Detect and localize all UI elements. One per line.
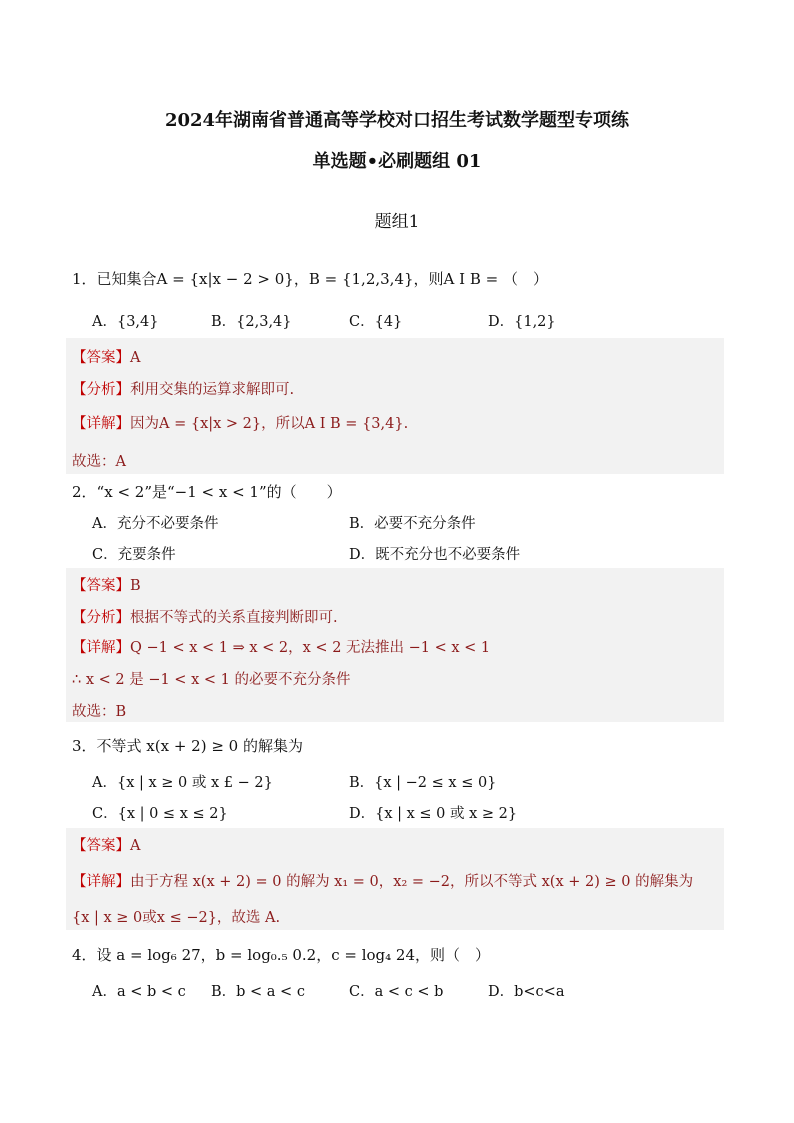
- q1-choose: 故选：A: [72, 454, 126, 470]
- q2-option-b: B．必要不充分条件: [349, 516, 476, 532]
- q4-option-b: B．b < a < c: [211, 984, 305, 1000]
- q3-answer-box: [66, 828, 724, 930]
- q3-answer: 【答案】A: [72, 838, 141, 854]
- question-2-stem: 2．“x < 2”是“−1 < x < 1”的（ ）: [72, 483, 342, 501]
- q1-option-d: D．{1,2}: [488, 314, 556, 330]
- q2-option-c: C．充要条件: [92, 547, 176, 563]
- question-1-stem: 1．已知集合A = {x|x − 2 > 0}，B = {1,2,3,4}，则A I B = （ ）: [72, 270, 548, 288]
- q4-option-a: A．a < b < c: [92, 984, 186, 1000]
- q2-detail: 【详解】Q −1 < x < 1 ⇒ x < 2，x < 2 无法推出 −1 < x < 1: [72, 640, 491, 656]
- q4-option-c: C．a < c < b: [349, 984, 444, 1000]
- q2-option-d: D．既不充分也不必要条件: [349, 547, 521, 563]
- q1-option-b: B．{2,3,4}: [211, 314, 292, 330]
- q2-answer-box: [66, 568, 724, 722]
- q3-detail: 【详解】由于方程 x(x + 2) = 0 的解为 x₁ = 0，x₂ = −2，所以不等式 x(x + 2) ≥ 0 的解集为: [72, 874, 694, 890]
- q1-option-a: A．{3,4}: [92, 314, 159, 330]
- q1-analysis: 【分析】利用交集的运算求解即可.: [72, 382, 295, 398]
- q1-option-c: C．{4}: [349, 314, 403, 330]
- question-4-stem: 4．设 a = log₆ 27，b = log₀.₅ 0.2，c = log₄ 24，则（ ）: [72, 946, 491, 964]
- document-subtitle: 单选题•必刷题组 01: [312, 151, 482, 172]
- q3-option-b: B．{x | −2 ≤ x ≤ 0}: [349, 775, 497, 791]
- q2-detail-conclusion: ∴ x < 2 是 −1 < x < 1 的必要不充分条件: [72, 672, 351, 688]
- q2-analysis: 【分析】根据不等式的关系直接判断即可.: [72, 610, 338, 626]
- q1-detail: 【详解】因为A = {x|x > 2}，所以A I B = {3,4}.: [72, 416, 409, 432]
- q3-option-d: D．{x | x ≤ 0 或 x ≥ 2}: [349, 806, 518, 822]
- document-title: 2024年湖南省普通高等学校对口招生考试数学题型专项练: [164, 110, 630, 131]
- q2-answer: 【答案】B: [72, 578, 141, 594]
- q4-option-d: D．b<c<a: [488, 984, 565, 1000]
- q3-option-a: A．{x | x ≥ 0 或 x £ − 2}: [92, 775, 273, 791]
- q2-choose: 故选：B: [72, 704, 127, 720]
- q3-detail-conclusion: {x | x ≥ 0或x ≤ −2}，故选 A.: [72, 910, 281, 926]
- q2-option-a: A．充分不必要条件: [92, 516, 219, 532]
- q3-option-c: C．{x | 0 ≤ x ≤ 2}: [92, 806, 228, 822]
- q1-answer: 【答案】A: [72, 350, 141, 366]
- q1-answer-box: [66, 338, 724, 474]
- question-3-stem: 3．不等式 x(x + 2) ≥ 0 的解集为: [72, 737, 303, 755]
- group-title: 题组1: [374, 212, 420, 232]
